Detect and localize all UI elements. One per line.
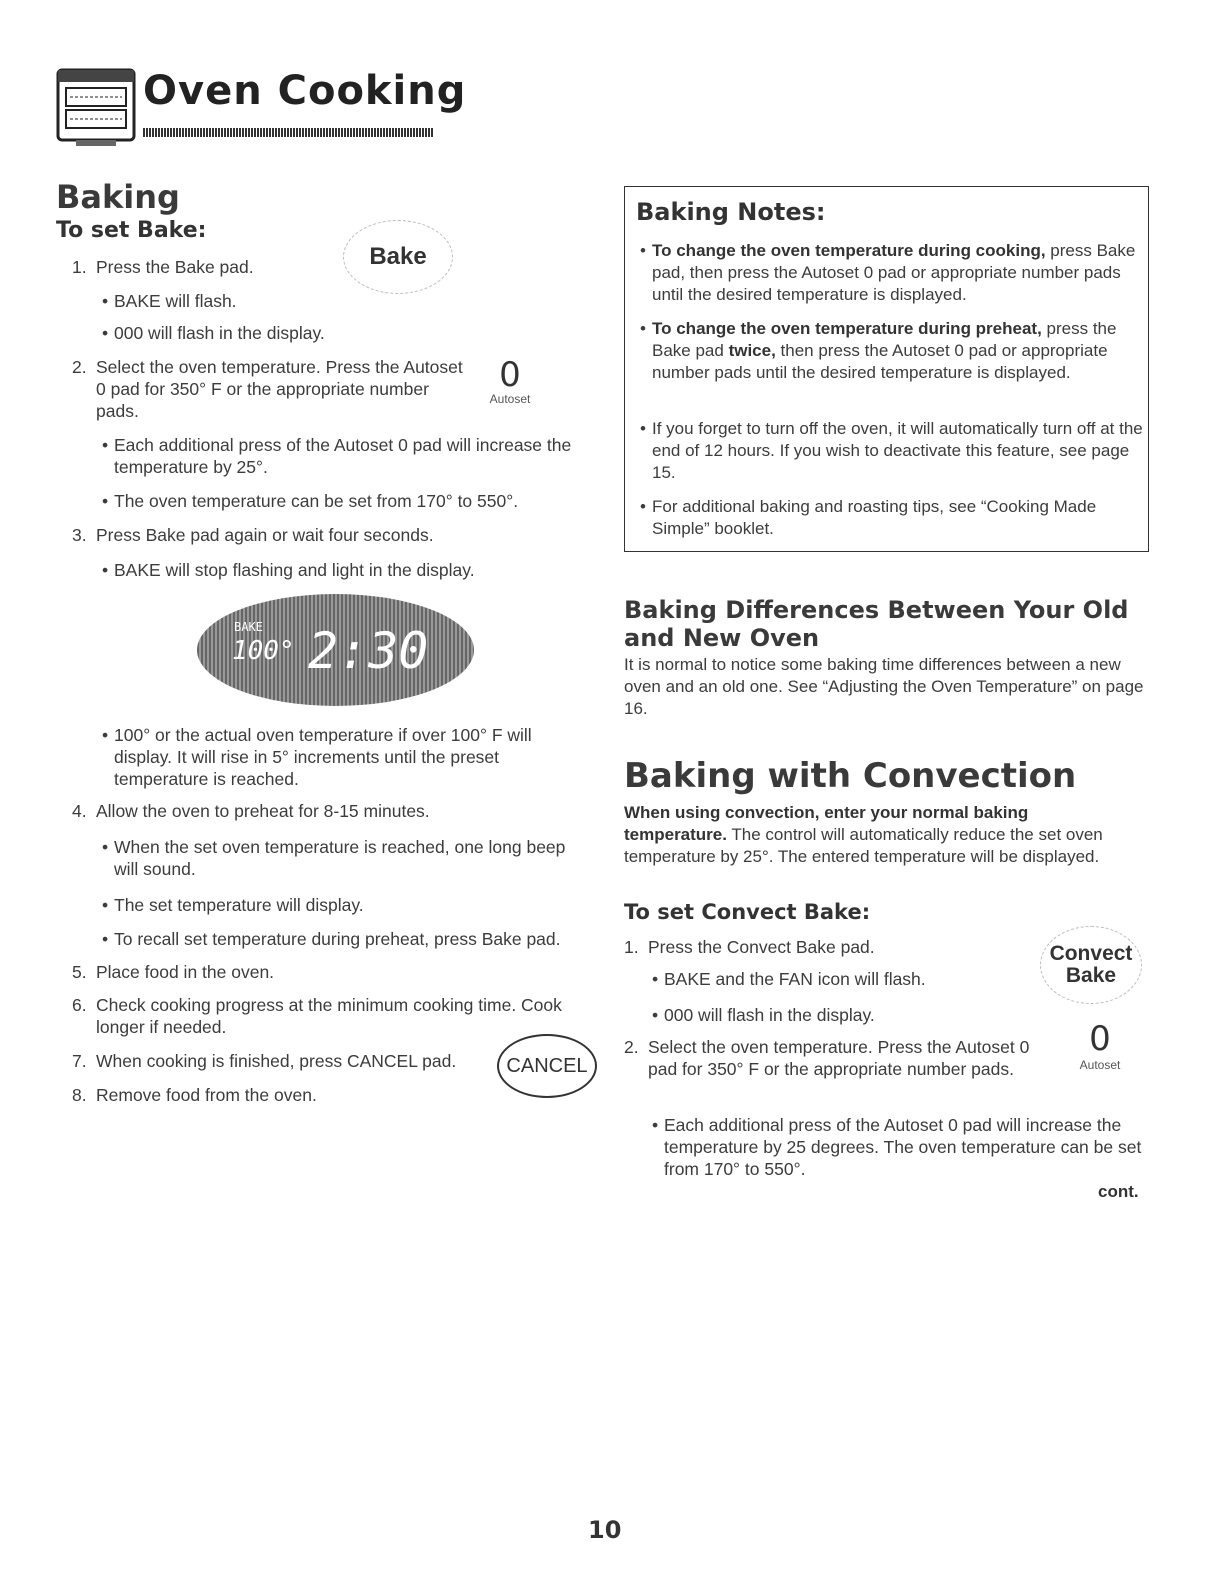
convect-bullet: • Each additional press of the Autoset 0 pad will increase the temperature by 25 degrees. The oven temperature can be set from 170° to 550°. xyxy=(646,1114,1158,1180)
page-number: 10 xyxy=(588,1516,622,1544)
bake-step-4: 4. Allow the oven to preheat for 8-15 minutes. xyxy=(72,801,430,821)
autoset-label: Autoset xyxy=(489,392,531,406)
oven-icon xyxy=(56,68,138,148)
bake-bullet: • The set temperature will display. xyxy=(96,894,584,916)
note-item: • If you forget to turn off the oven, it will automatically turn off at the end of 12 hours. If you wish to deactivate this feature, see page 15. xyxy=(634,418,1156,484)
differences-heading: Baking Differences Between Your Old and New Oven xyxy=(624,596,1129,652)
display-temperature: 100° xyxy=(232,636,295,666)
bake-bullet: • Each additional press of the Autoset 0 pad will increase the temperature by 25°. xyxy=(96,434,604,478)
differences-text: It is normal to notice some baking time differences between a new oven and an old one. See “Adjusting the Oven Temperature” on page 16. xyxy=(624,655,1144,718)
bake-step-5: 5. Place food in the oven. xyxy=(72,962,275,982)
title-rule xyxy=(143,128,433,137)
bake-step-1: 1. Press the Bake pad. xyxy=(72,257,254,277)
autoset-zero-pad: 0 xyxy=(499,355,521,395)
convection-lead: When using convection, enter your normal baking temperature. The control will automatically reduce the set oven temperature by 25°. The entered temperature will be displayed. xyxy=(624,803,1103,866)
bake-bullet: • BAKE will stop flashing and light in the display. xyxy=(96,559,604,581)
convect-bake-pad: Convect Bake xyxy=(1040,926,1142,1004)
convect-bullet: • BAKE and the FAN icon will flash. xyxy=(646,968,1044,990)
convect-step-2: 2. Select the oven temperature. Press the Autoset 0 pad for 350° F or the appropriate number pads. xyxy=(624,1037,1030,1079)
page-title: Oven Cooking xyxy=(143,68,467,114)
bake-bullet: • 000 will flash in the display. xyxy=(96,322,514,344)
note-item: • To change the oven temperature during preheat, press the Bake pad twice, then press the Autoset 0 pad or appropriate number pads until the desired temperature is displayed. xyxy=(634,318,1156,384)
cancel-pad: CANCEL xyxy=(497,1034,597,1098)
bake-bullet: • The oven temperature can be set from 170° to 550°. xyxy=(96,490,604,512)
bake-step-3: 3. Press Bake pad again or wait four seconds. xyxy=(72,525,434,545)
bake-step-7: 7. When cooking is finished, press CANCEL pad. xyxy=(72,1051,457,1071)
set-convect-subheading: To set Convect Bake: xyxy=(624,900,871,924)
bake-bullet: • To recall set temperature during preheat, press Bake pad. xyxy=(96,928,624,950)
bake-pad: Bake xyxy=(343,220,453,294)
bake-step-8: 8. Remove food from the oven. xyxy=(72,1085,317,1105)
convect-step-1: 1. Press the Convect Bake pad. xyxy=(624,937,875,957)
autoset-label: Autoset xyxy=(1079,1058,1121,1072)
continued-label: cont. xyxy=(1098,1182,1139,1201)
bake-step-2: 2. Select the oven temperature. Press the Autoset 0 pad for 350° F or the appropriate number pads. xyxy=(72,357,463,421)
bake-step-6: 6. Check cooking progress at the minimum cooking time. Cook longer if needed. xyxy=(72,995,562,1037)
bake-bullet: • When the set oven temperature is reached, one long beep will sound. xyxy=(96,836,584,880)
set-bake-subheading: To set Bake: xyxy=(56,218,207,243)
bake-bullet: • 100° or the actual oven temperature if over 100° F will display. It will rise in 5° increments until the preset temperature is reached. xyxy=(96,724,594,790)
convection-heading: Baking with Convection xyxy=(624,756,1077,796)
convect-bullet: • 000 will flash in the display. xyxy=(646,1004,1044,1026)
display-bake-indicator: BAKE xyxy=(234,620,263,634)
autoset-zero-pad: 0 xyxy=(1089,1019,1111,1059)
note-item: • For additional baking and roasting tips, see “Cooking Made Simple” booklet. xyxy=(634,496,1156,540)
bake-bullet: • BAKE will flash. xyxy=(96,290,414,312)
baking-notes-heading: Baking Notes: xyxy=(636,198,826,226)
display-time: 2:30 xyxy=(308,622,429,680)
note-item: • To change the oven temperature during cooking, press Bake pad, then press the Autoset 0 pad or appropriate number pads until the desired temperature is displayed. xyxy=(634,240,1156,306)
baking-heading: Baking xyxy=(56,178,180,216)
